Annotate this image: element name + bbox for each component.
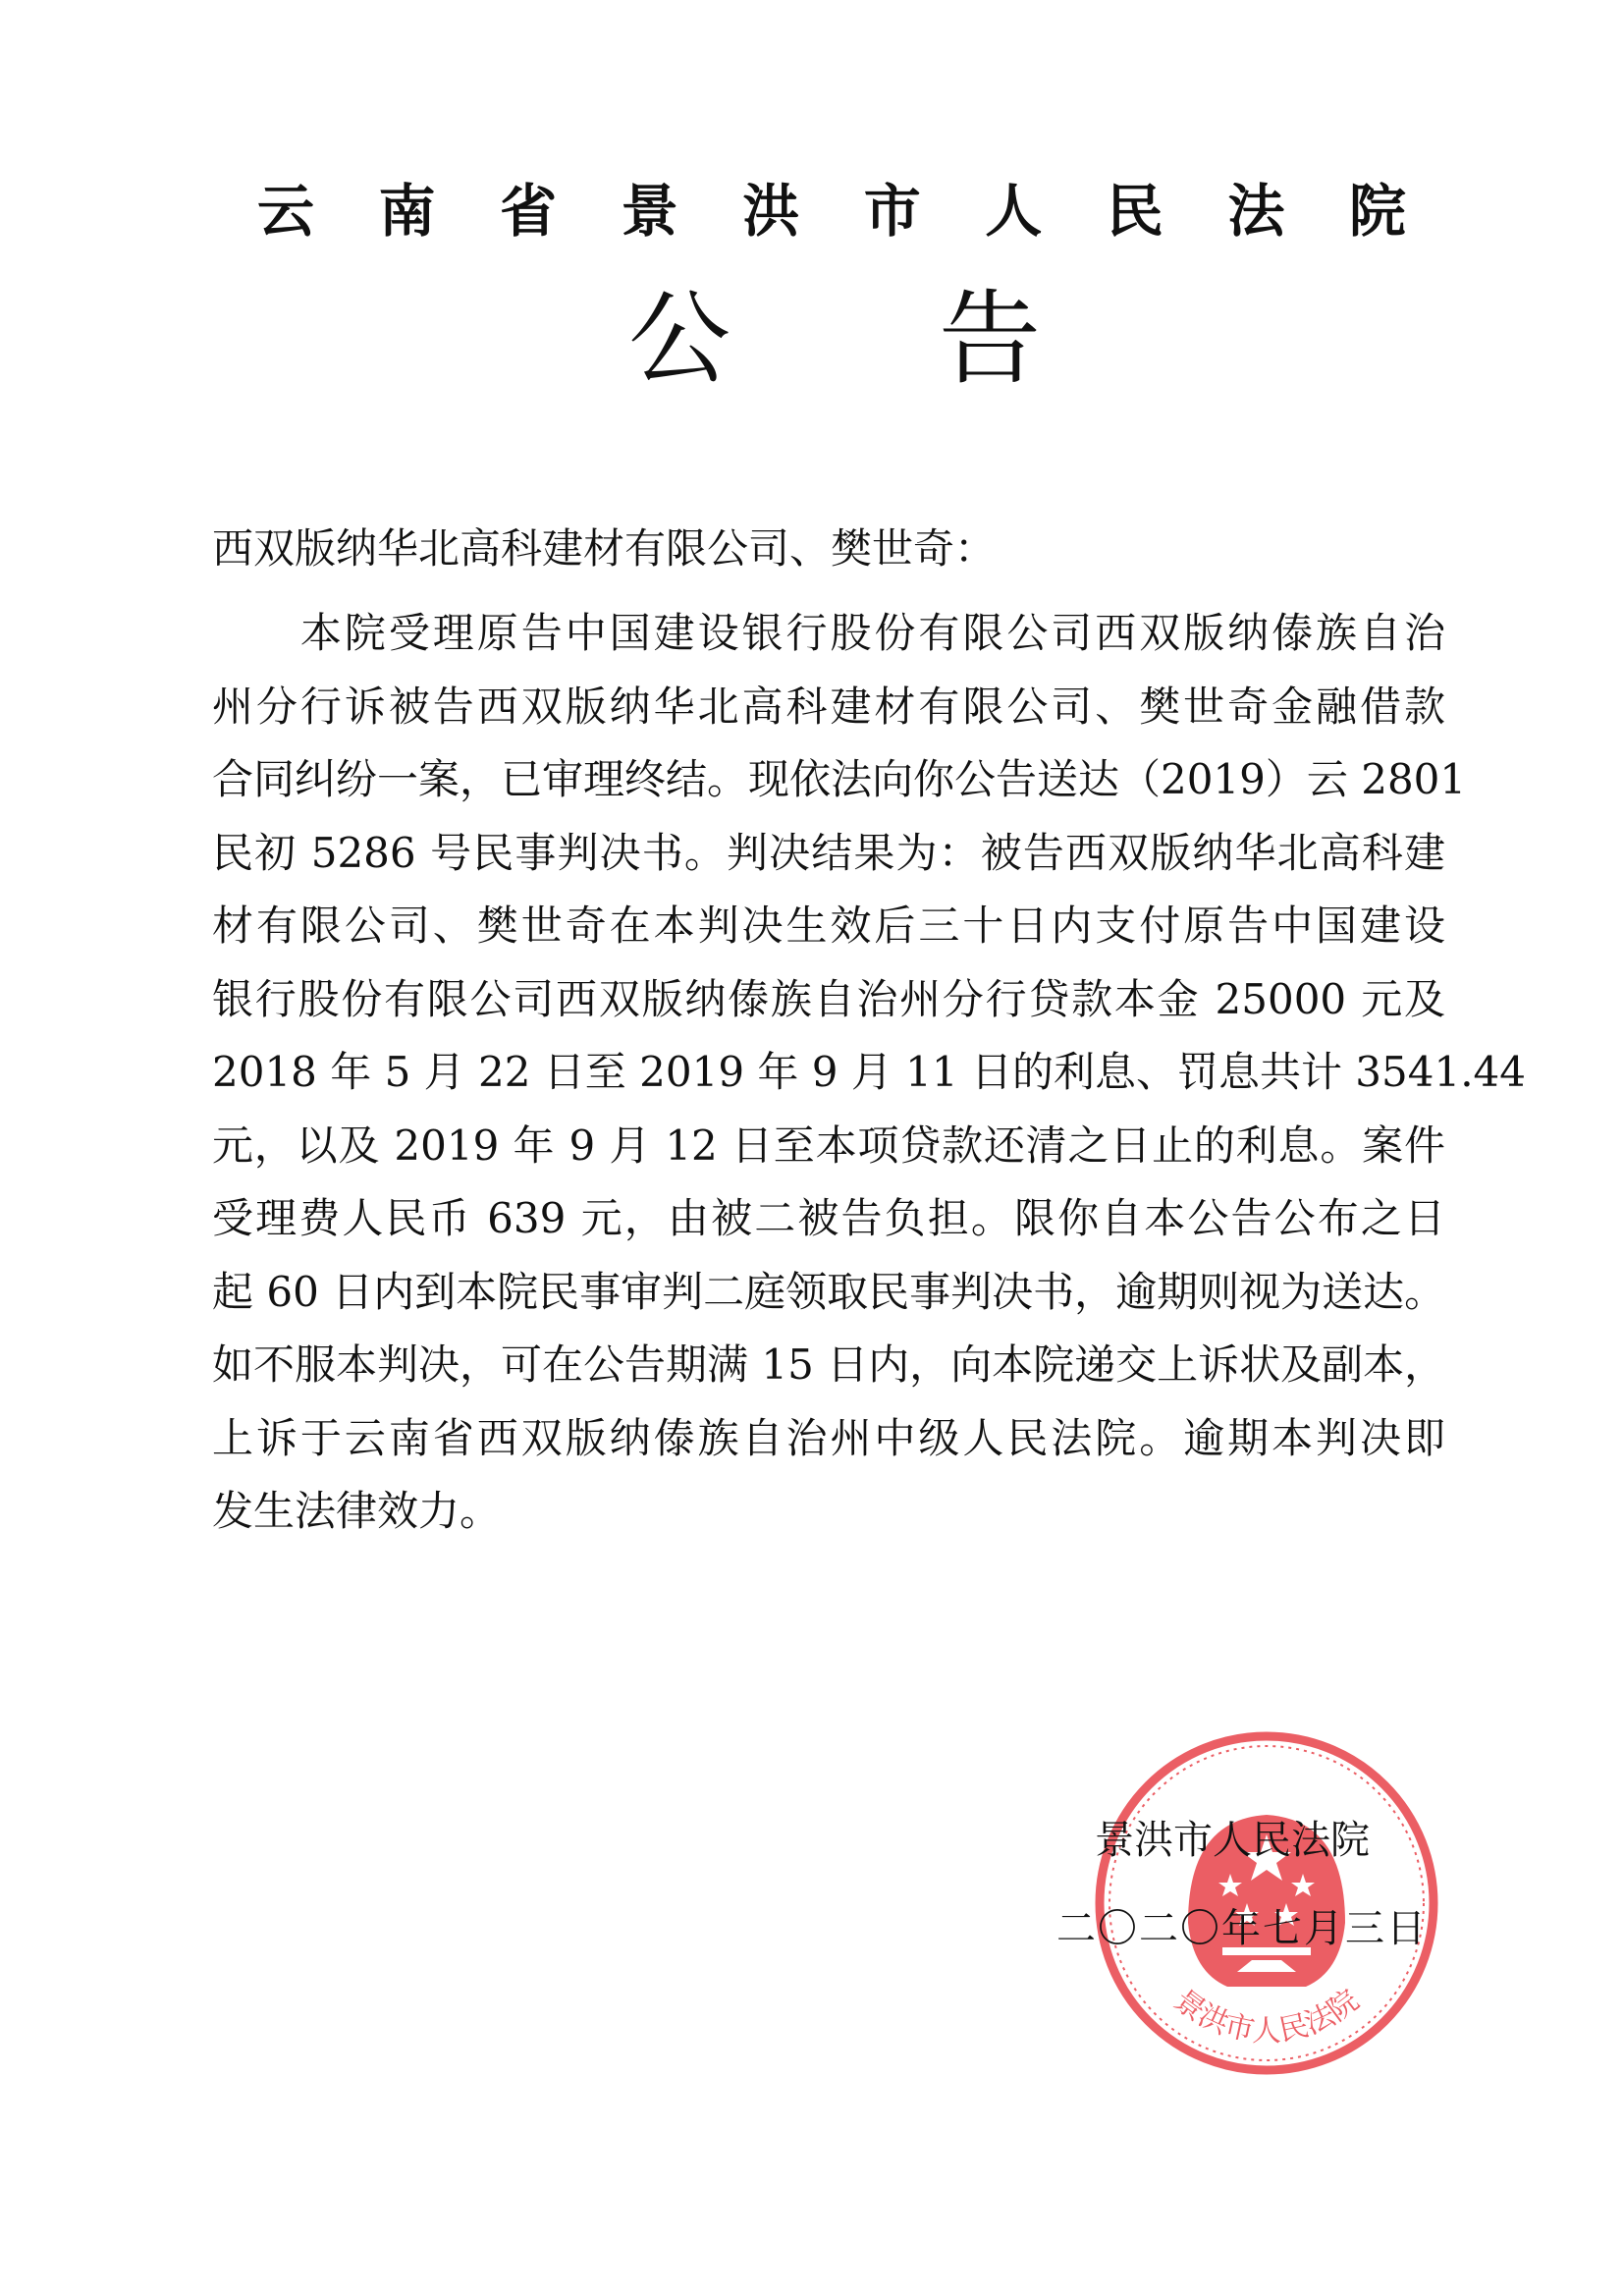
body-line: 民初 5286 号民事判决书。判决结果为：被告西双版纳华北高科建 [212,828,1445,877]
body-line: 材有限公司、樊世奇在本判决生效后三十日内支付原告中国建设 [212,902,1445,950]
heading-char: 洪 [742,178,800,245]
heading-char: 法 [1227,178,1285,245]
body-line: 如不服本判决，可在公告期满 15 日内，向本院递交上诉状及副本， [212,1340,1446,1389]
body-line: 本院受理原告中国建设银行股份有限公司西双版纳傣族自治 [212,609,1445,657]
heading-char: 云 [257,178,315,245]
stamp-lettering: 景洪市人民法院 [1167,1983,1366,2049]
heading-char: 院 [1348,178,1406,245]
heading-char: 景 [621,178,678,245]
document-type-heading [628,280,1041,398]
heading-char: 省 [500,178,558,245]
heading-char: 市 [863,178,921,245]
body-line: 银行股份有限公司西双版纳傣族自治州分行贷款本金 25000 元及 [212,974,1445,1023]
court-name-heading [257,177,1406,246]
body-line: 起 60 日内到本院民事审判二庭领取民事判决书，逾期则视为送达。 [212,1267,1446,1316]
signing-date: 二〇二〇年七月三日 [1056,1906,1428,1951]
body-line: 2018 年 5 月 22 日至 2019 年 9 月 11 日的利息、罚息共计 3541.44 [212,1048,1526,1096]
signing-court: 景洪市人民法院 [1095,1818,1370,1863]
heading-char: 民 [1106,178,1163,245]
body-line: 元，以及 2019 年 9 月 12 日至本项贷款还清之日止的利息。案件 [212,1121,1445,1170]
body-line: 上诉于云南省西双版纳傣族自治州中级人民法院。逾期本判决即 [212,1413,1445,1462]
body-line: 受理费人民币 639 元，由被二被告负担。限你自本公告公布之日 [212,1194,1445,1242]
body-line: 发生法律效力。 [212,1487,502,1535]
salutation: 西双版纳华北高科建材有限公司、樊世奇： [212,524,997,573]
heading-char: 南 [378,178,436,245]
svg-text:景洪市人民法院 [1167,1983,1365,2049]
heading-char: 人 [985,178,1043,245]
heading-char: 告 [938,279,1041,399]
heading-char: 公 [628,279,731,399]
body-line: 州分行诉被告西双版纳华北高科建材有限公司、樊世奇金融借款 [212,682,1445,731]
body-line: 合同纠纷一案，已审理终结。现依法向你公告送达（2019）云 2801 [212,755,1467,803]
court-seal-stamp [1090,1726,1443,2080]
